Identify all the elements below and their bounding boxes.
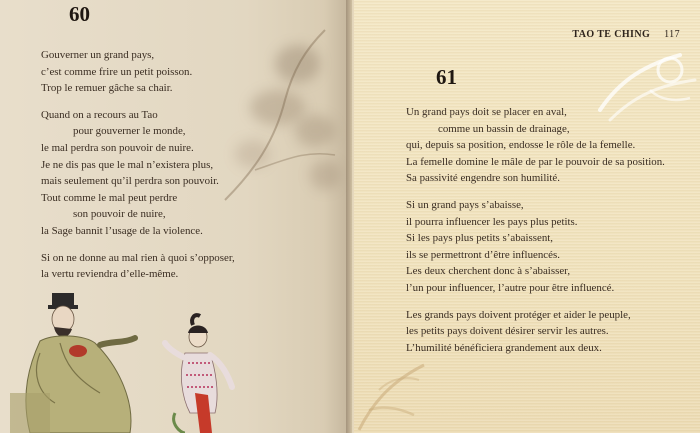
poem-line: son pouvoir de nuire,: [73, 208, 166, 221]
poem-line: Si les pays plus petits s’abaissent,: [406, 232, 554, 245]
poem-line: Tout comme le mal peut perdre: [41, 191, 178, 204]
poem-line: Trop le remuer gâche sa chair.: [41, 82, 173, 95]
poem-line: qui, depuis sa position, endosse le rôle de la femelle.: [406, 139, 636, 152]
poem-line: il pourra influencer les pays plus petits.: [406, 215, 578, 228]
flower-painting-icon: [215, 20, 352, 210]
poem-line: Si on ne donne au mal rien à quoi s’opposer,: [41, 251, 235, 264]
poem-line: le mal perdra son pouvoir de nuire.: [41, 141, 194, 154]
dancing-child-figure-icon: [165, 315, 232, 433]
poem-line: Je ne dis pas que le mal n’existera plus,: [41, 158, 214, 171]
poem-line: ils se permettront d’être influencés.: [406, 248, 560, 261]
chapter-number-left: 60: [69, 2, 90, 26]
chapter-number-right: 61: [436, 65, 457, 89]
figures-illustration-icon: [0, 283, 260, 433]
right-page: [354, 0, 700, 433]
poem-line: Gouverner un grand pays,: [41, 49, 155, 61]
poem-60: [41, 47, 235, 283]
running-header: [572, 29, 680, 40]
scholar-figure-icon: [10, 293, 135, 433]
poem-line: mais seulement qu’il perdra son pouvoir.: [41, 175, 219, 188]
poem-line: La femelle domine le mâle de par le pouvoir de sa position.: [406, 155, 665, 168]
running-title: TAO TE CHING: [572, 29, 651, 40]
poem-line: la Sage bannit l’usage de la violence.: [41, 224, 203, 237]
poem-61: [406, 104, 665, 356]
poem-line: les petits pays doivent désirer servir les autres.: [406, 325, 609, 338]
poem-line: Un grand pays doit se placer en aval,: [406, 106, 567, 118]
poem-line: L’humilité bénéficiera grandement aux deux.: [406, 341, 602, 354]
poem-line: la vertu reviendra d’elle-même.: [41, 268, 179, 281]
poem-line: Sa passivité engendre son humilité.: [406, 172, 560, 185]
poem-line: comme un bassin de drainage,: [438, 122, 570, 135]
poem-line: pour gouverner le monde,: [73, 125, 186, 138]
poem-line: Si un grand pays s’abaisse,: [406, 198, 524, 211]
poem-line: Les deux cherchent donc à s’abaisser,: [406, 265, 571, 278]
page-number: 117: [664, 29, 680, 40]
poem-line: l’un pour influencer, l’autre pour être influencé.: [406, 281, 615, 294]
poem-line: Les grands pays doivent protéger et aider le peuple,: [406, 308, 631, 321]
poem-line: Quand on a recours au Tao: [41, 108, 158, 121]
poem-line: c’est comme frire un petit poisson.: [41, 65, 193, 78]
